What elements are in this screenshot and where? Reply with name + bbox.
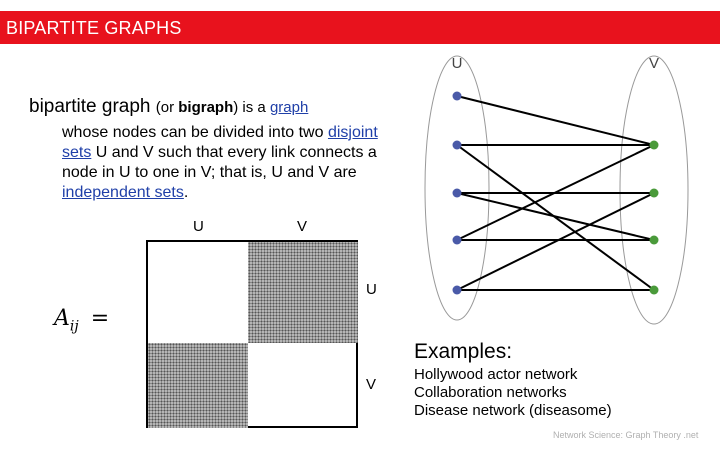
node-u xyxy=(453,92,462,101)
matrix-subscript: ij xyxy=(69,318,79,335)
node-u xyxy=(453,286,462,295)
node-u xyxy=(453,189,462,198)
body-text-3: . xyxy=(183,184,189,201)
node-v xyxy=(650,141,659,150)
alt-term: bigraph xyxy=(178,99,234,116)
set-v-label: V xyxy=(648,55,660,72)
matrix-row-v-label: V xyxy=(366,376,377,393)
set-u-label: U xyxy=(451,55,463,72)
footer-credit: Network Science: Graph Theory .net xyxy=(553,430,699,440)
node-u xyxy=(453,236,462,245)
node-v xyxy=(650,286,659,295)
example-item: Hollywood actor network xyxy=(414,366,578,383)
matrix-row-u-label: U xyxy=(366,281,377,298)
term: bipartite graph xyxy=(29,96,151,117)
graph-link[interactable]: graph xyxy=(269,99,309,116)
equals-sign: = xyxy=(90,306,110,331)
body-line1: whose nodes can be divided into two xyxy=(62,124,324,141)
matrix-symbol: A xyxy=(54,306,70,331)
example-item: Collaboration networks xyxy=(414,384,567,401)
node-u xyxy=(453,141,462,150)
examples-list xyxy=(414,366,612,420)
graph-edge xyxy=(457,193,654,240)
example-item: Disease network (diseasome) xyxy=(414,402,612,419)
independent-sets-link[interactable]: independent sets xyxy=(62,184,184,201)
body-text-2: U and V such that every link connects a node in U to one in V; that is, U and V are xyxy=(62,144,377,181)
matrix-col-v-label: V xyxy=(297,218,308,235)
disjoint-sets-link[interactable]: disjoint sets xyxy=(62,124,378,161)
node-v xyxy=(650,189,659,198)
matrix-col-u-label: U xyxy=(193,218,204,235)
slide-title: BIPARTITE GRAPHS xyxy=(6,18,182,38)
examples-heading: Examples: xyxy=(414,340,513,363)
paren-close: ) is a xyxy=(233,99,270,116)
paren-open: (or xyxy=(155,99,179,116)
node-v xyxy=(650,236,659,245)
